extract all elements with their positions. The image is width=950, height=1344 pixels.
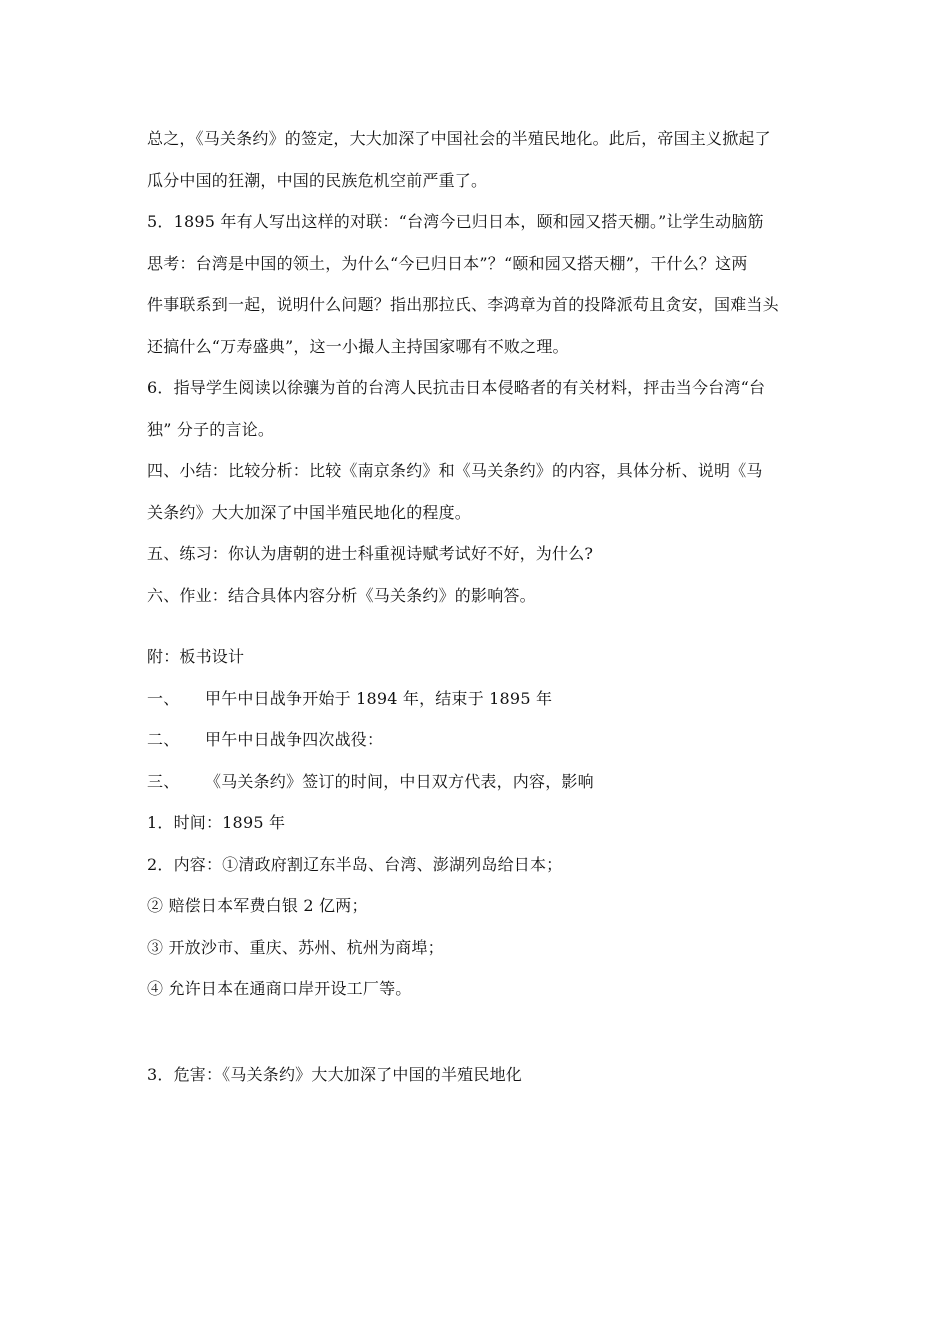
board-detail: ④ 允许日本在通商口岸开设工厂等。 — [147, 979, 412, 998]
paragraph-line: 五、练习：你认为唐朝的进士科重视诗赋考试好不好，为什么? — [147, 544, 594, 563]
board-harm: 3．危害：《马关条约》大大加深了中国的半殖民地化 — [147, 1064, 522, 1084]
paragraph-line: 5．1895 年有人写出这样的对联：“台湾今已归日本，颐和园又搭天棚。”让学生动脑筋 — [147, 212, 764, 231]
document-body — [147, 118, 807, 1095]
board-item-number: 二、 — [147, 730, 180, 749]
board-item-number: 三、 — [147, 771, 180, 791]
paragraph-line: 总之，《马关条约》的签定，大大加深了中国社会的半殖民地化。此后，帝国主义掀起了 — [147, 129, 771, 148]
board-item-number: 一、 — [147, 688, 180, 708]
spacer — [147, 616, 807, 636]
board-detail: 2．内容：①清政府割辽东半岛、台湾、澎湖列岛给日本； — [147, 854, 563, 874]
paragraph-line: 六、作业：结合具体内容分析《马关条约》的影响答。 — [147, 585, 536, 605]
board-title: 附：板书设计 — [147, 647, 245, 666]
board-detail: ② 赔偿日本军费白银 2 亿两； — [147, 896, 368, 915]
board-detail: 1．时间：1895 年 — [147, 813, 286, 832]
paragraph-line: 瓜分中国的狂潮，中国的民族危机空前严重了。 — [147, 170, 488, 190]
board-item — [147, 719, 807, 761]
board-item-text: 甲午中日战争四次战役： — [205, 730, 384, 749]
paragraph-line: 还搞什么“万寿盛典”，这一小撮人主持国家哪有不败之理。 — [147, 336, 569, 356]
paragraph-line: 思考：台湾是中国的领土，为什么“今已归日本”？“颐和园又搭天棚”，干什么？这两 — [147, 253, 748, 273]
paragraph-line: 四、小结：比较分析：比较《南京条约》和《马关条约》的内容，具体分析、说明《马 — [147, 461, 763, 480]
board-item-text: 《马关条约》签订的时间，中日双方代表，内容，影响 — [205, 771, 594, 791]
board-item — [147, 678, 807, 720]
paragraph-line: 关条约》大大加深了中国半殖民地化的程度。 — [147, 502, 472, 522]
board-item — [147, 761, 807, 803]
spacer — [147, 1010, 807, 1054]
paragraph-line: 6．指导学生阅读以徐骧为首的台湾人民抗击日本侵略者的有关材料，抨击当今台湾“台 — [147, 378, 766, 397]
paragraph-line: 件事联系到一起，说明什么问题？指出那拉氏、李鸿章为首的投降派苟且贪安，国难当头 — [147, 295, 779, 314]
board-detail: ③ 开放沙市、重庆、苏州、杭州为商埠； — [147, 937, 444, 957]
paragraph-line: 独” 分子的言论。 — [147, 419, 275, 439]
board-item-text: 甲午中日战争开始于 1894 年，结束于 1895 年 — [205, 688, 553, 708]
